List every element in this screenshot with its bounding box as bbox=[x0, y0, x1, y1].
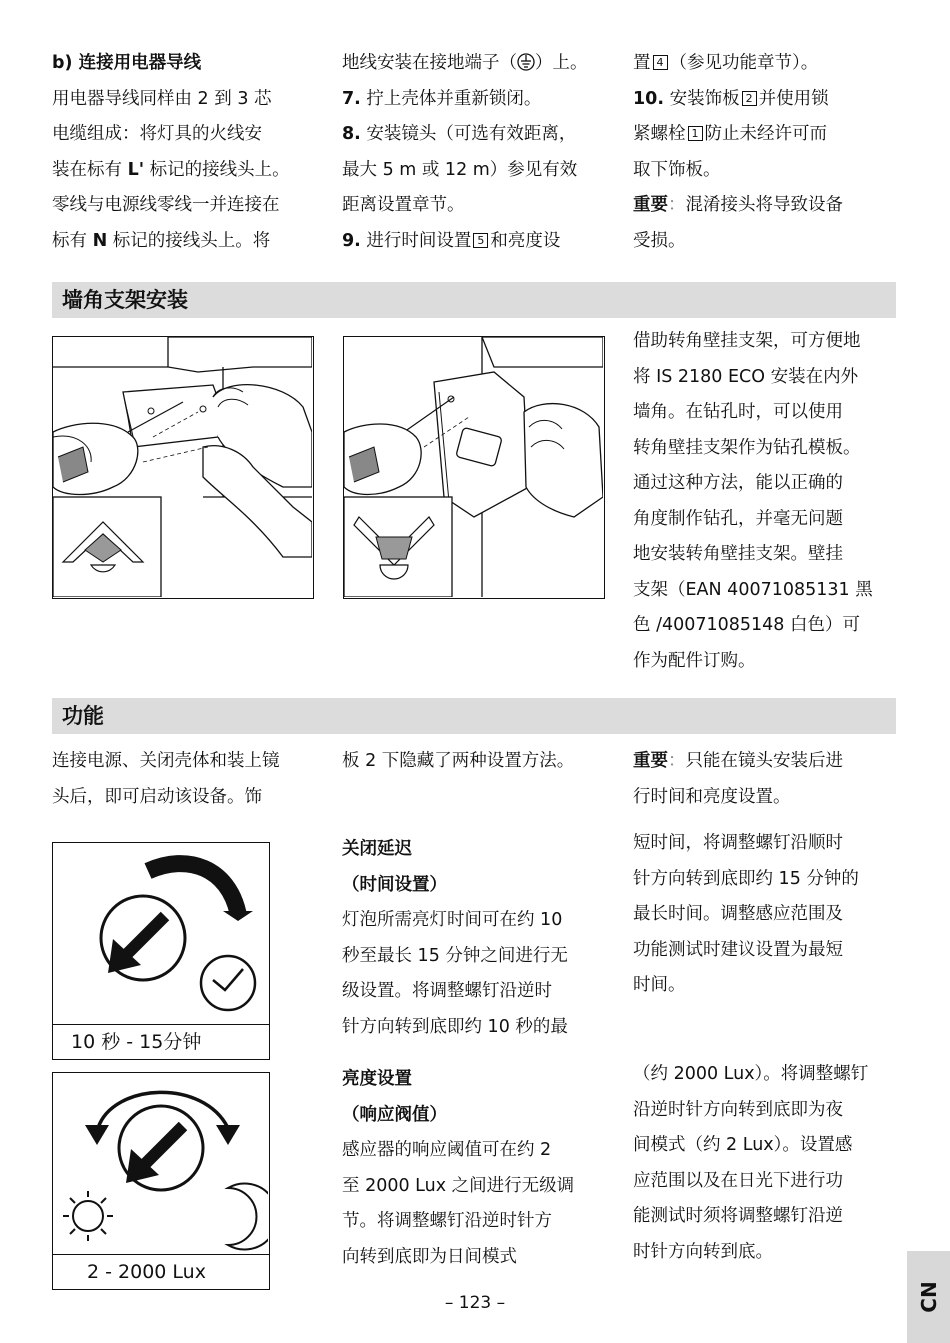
text-line: 墙角。在钻孔时，可以使用 bbox=[633, 402, 843, 422]
text-line: 针方向转到底即约 15 分钟的 bbox=[633, 868, 859, 889]
text-line: 电缆组成：将灯具的火线安 bbox=[52, 124, 262, 144]
top-col-2 bbox=[342, 46, 617, 259]
section-title-function: 功能 bbox=[52, 698, 896, 734]
text-line: 通过这种方法，能以正确的 bbox=[633, 473, 843, 493]
text-line: 作为配件订购。 bbox=[633, 650, 756, 671]
text-line: 节。将调整螺钉沿逆时针方 bbox=[342, 1211, 552, 1231]
text-line: 至 2000 Lux 之间进行无级调 bbox=[342, 1175, 575, 1196]
text-line: 10. 安装饰板 2 并使用锁 bbox=[633, 88, 829, 109]
text-line: 最大 5 m 或 12 m）参见有效 bbox=[342, 159, 578, 180]
text-line: （约 2000 Lux）。将调整螺钉 bbox=[633, 1064, 869, 1084]
text-line: 向转到底即为日间模式 bbox=[342, 1246, 517, 1267]
text-line: 角度制作钻孔，并毫无问题 bbox=[633, 508, 843, 529]
text-line: 零线与电源线零线一并连接在 bbox=[52, 195, 280, 215]
language-tab-label: CN bbox=[916, 1281, 941, 1313]
top-col-1 bbox=[52, 46, 322, 259]
text-line: 功能测试时建议设置为最短 bbox=[633, 939, 843, 960]
text-line: 用电器导线同样由 2 到 3 芯 bbox=[52, 88, 272, 109]
text-line: 装在标有 L' 标记的接线头上。 bbox=[52, 159, 290, 180]
section-heading-b: b) 连接用电器导线 bbox=[52, 53, 202, 73]
text-line: 地安装转角壁挂支架。壁挂 bbox=[633, 544, 843, 564]
text-line: 9. 进行时间设置 5 和亮度设 bbox=[342, 230, 561, 251]
text-line: 头后，即可启动该设备。饰 bbox=[52, 786, 262, 807]
text-line: 时针方向转到底。 bbox=[633, 1241, 773, 1262]
text-line: 紧螺栓 1 防止未经许可而 bbox=[633, 124, 827, 144]
page-number: – 123 – bbox=[444, 1293, 506, 1313]
text-line: 连接电源、关闭壳体和装上镜 bbox=[52, 751, 280, 771]
corner-mount-figure-inner bbox=[52, 336, 314, 599]
brightness-setting-text bbox=[342, 1062, 617, 1275]
top-col-3 bbox=[633, 46, 903, 259]
text-line: 8. 安装镜头（可选有效距离， bbox=[342, 124, 577, 144]
text-line: 秒至最长 15 分钟之间进行无 bbox=[342, 945, 568, 966]
text-line: 短时间，将调整螺钉沿顺时 bbox=[633, 833, 843, 853]
brightness-setting-text-cont bbox=[633, 1057, 903, 1270]
text-line: 重要：只能在镜头安装后进 bbox=[633, 751, 843, 771]
time-setting-text bbox=[342, 832, 617, 1045]
text-line: 行时间和亮度设置。 bbox=[633, 786, 791, 807]
ref-box: 5 bbox=[473, 233, 488, 248]
text-line: 灯泡所需亮灯时间可在约 10 bbox=[342, 910, 563, 930]
text-line: 应范围以及在日光下进行功 bbox=[633, 1170, 843, 1191]
text-line: 地线安装在接地端子（ ）上。 bbox=[342, 53, 588, 73]
text-line: 最长时间。调整感应范围及 bbox=[633, 904, 843, 924]
time-range-caption: 10 秒 - 15分钟 bbox=[53, 1024, 269, 1059]
text-line: 将 IS 2180 ECO 安装在内外 bbox=[633, 366, 859, 387]
text-line: 距离设置章节。 bbox=[342, 195, 465, 215]
ref-box: 1 bbox=[688, 126, 703, 141]
corner-mount-figure-outer bbox=[343, 336, 605, 599]
brightness-setting-figure bbox=[52, 1072, 270, 1290]
text-line: 时间。 bbox=[633, 975, 686, 995]
text-line: 借助转角壁挂支架，可方便地 bbox=[633, 331, 861, 351]
text-line: 级设置。将调整螺钉沿逆时 bbox=[342, 981, 552, 1001]
time-subheading: （时间设置） bbox=[342, 874, 447, 895]
corner-mount-text bbox=[633, 324, 903, 679]
function-intro-col-2 bbox=[342, 744, 617, 780]
text-line: 板 2 下隐藏了两种设置方法。 bbox=[342, 751, 575, 771]
ref-box: 4 bbox=[653, 55, 668, 70]
brightness-subheading: （响应阀值） bbox=[342, 1104, 447, 1125]
time-setting-figure bbox=[52, 842, 270, 1060]
text-line: 能测试时须将调整螺钉沿逆 bbox=[633, 1206, 843, 1226]
text-line: 标有 N 标记的接线头上。将 bbox=[52, 230, 271, 251]
text-line: 沿逆时针方向转到底即为夜 bbox=[633, 1099, 843, 1120]
language-tab bbox=[907, 1251, 950, 1343]
text-line: 转角壁挂支架作为钻孔模板。 bbox=[633, 437, 861, 458]
text-line: 受损。 bbox=[633, 230, 686, 251]
text-line: 取下饰板。 bbox=[633, 159, 721, 180]
ref-box: 2 bbox=[742, 91, 757, 106]
section-title-corner-mount: 墙角支架安装 bbox=[52, 282, 896, 318]
text-line: 重要：混淆接头将导致设备 bbox=[633, 195, 843, 215]
text-line: 置 4 （参见功能章节）。 bbox=[633, 53, 819, 73]
brightness-heading: 亮度设置 bbox=[342, 1069, 412, 1089]
function-intro-col-1 bbox=[52, 744, 327, 815]
text-line: 间模式（约 2 Lux）。设置感 bbox=[633, 1135, 853, 1155]
text-line: 感应器的响应阈值可在约 2 bbox=[342, 1140, 552, 1160]
lux-range-caption: 2 - 2000 Lux bbox=[53, 1254, 269, 1289]
ground-symbol-icon bbox=[517, 53, 535, 71]
text-line: 色 /40071085148 白色）可 bbox=[633, 615, 860, 635]
function-intro-col-3 bbox=[633, 744, 903, 815]
text-line: 7. 拧上壳体并重新锁闭。 bbox=[342, 88, 542, 109]
time-setting-text-cont bbox=[633, 826, 903, 1004]
text-line: 针方向转到底即约 10 秒的最 bbox=[342, 1016, 568, 1037]
time-heading: 关闭延迟 bbox=[342, 839, 412, 859]
text-line: 支架（EAN 40071085131 黑 bbox=[633, 579, 873, 600]
